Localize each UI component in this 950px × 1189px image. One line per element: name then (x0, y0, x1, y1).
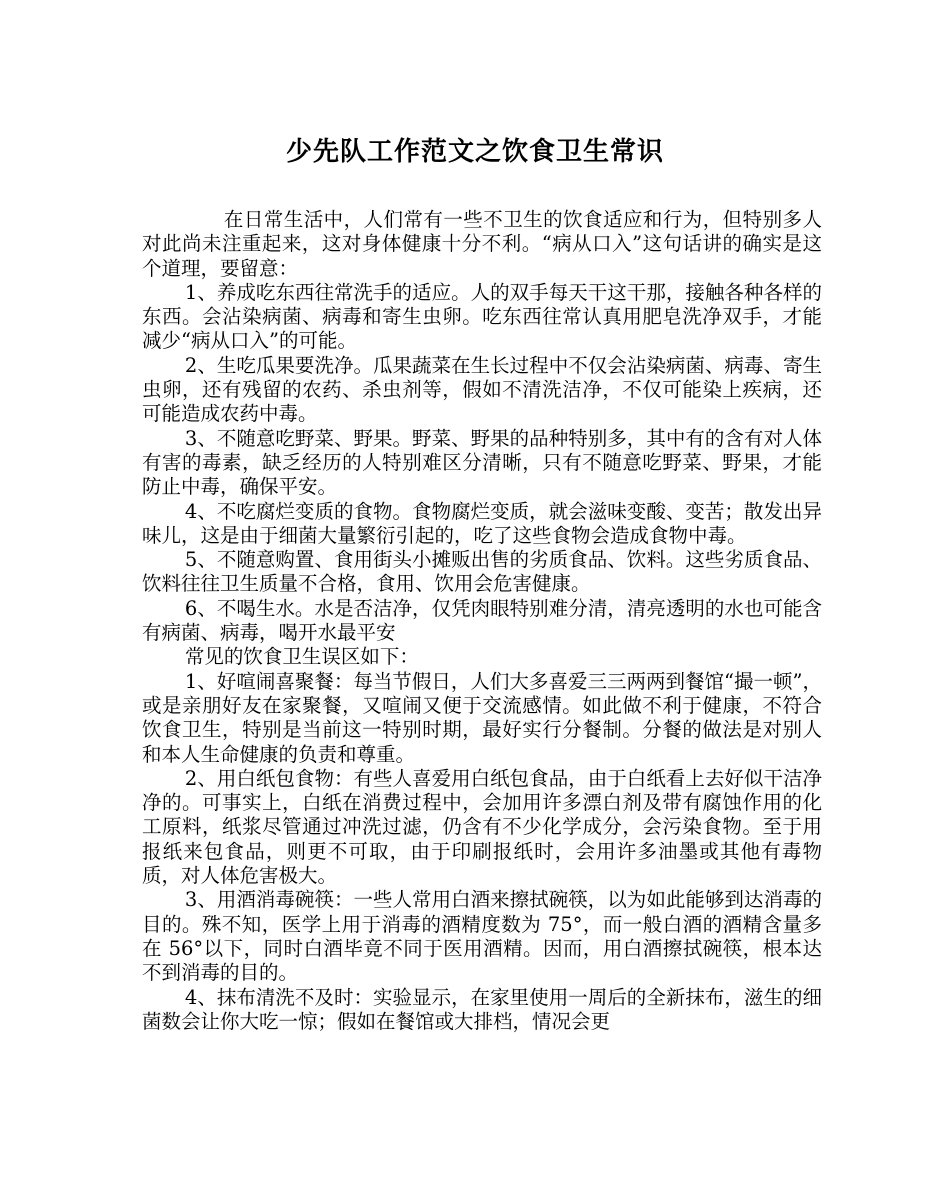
misconception-paragraph-3: 3、用酒消毒碗筷：一些人常用白酒来擦拭碗筷，以为如此能够到达消毒的目的。殊不知，医学上用于消毒的酒精度数为 75°，而一般白酒的酒精含量多在 56°以下，同时白酒毕竟不同于医用酒精。因而，用白酒擦拭碗筷，根本达不到消毒的目的。 (142, 888, 822, 985)
tip-paragraph-3: 3、不随意吃野菜、野果。野菜、野果的品种特别多，其中有的含有对人体有害的毒素，缺乏经历的人特别难区分清晰，只有不随意吃野菜、野果，才能防止中毒，确保平安。 (142, 426, 822, 499)
document-body (142, 208, 822, 1034)
tip-paragraph-5: 5、不随意购置、食用街头小摊贩出售的劣质食品、饮料。这些劣质食品、饮料往往卫生质量不合格，食用、饮用会危害健康。 (142, 548, 822, 596)
misconception-paragraph-1: 1、好喧闹喜聚餐：每当节假日，人们大多喜爱三三两两到餐馆“撮一顿”，或是亲朋好友在家聚餐，又喧闹又便于交流感情。如此做不利于健康，不符合饮食卫生，特别是当前这一特别时期，最好实行分餐制。分餐的做法是对别人和本人生命健康的负责和尊重。 (142, 669, 822, 766)
tip-paragraph-6: 6、不喝生水。水是否洁净，仅凭肉眼特别难分清，清亮透明的水也可能含有病菌、病毒，喝开水最平安 (142, 596, 822, 645)
misconceptions-heading: 常见的饮食卫生误区如下： (184, 645, 419, 669)
tip-paragraph-1: 1、养成吃东西往常洗手的适应。人的双手每天干这干那，接触各种各样的东西。会沾染病菌、病毒和寄生虫卵。吃东西往常认真用肥皂洗净双手，才能减少“病从口入”的可能。 (142, 280, 822, 353)
document-title: 少先队工作范文之饮食卫生常识 (285, 137, 664, 167)
tip-paragraph-2: 2、生吃瓜果要洗净。瓜果蔬菜在生长过程中不仅会沾染病菌、病毒、寄生虫卵，还有残留的农药、杀虫剂等，假如不清洗洁净，不仅可能染上疾病，还可能造成农药中毒。 (142, 353, 822, 426)
misconception-paragraph-4: 4、抹布清洗不及时：实验显示，在家里使用一周后的全新抹布，滋生的细菌数会让你大吃一惊；假如在餐馆或大排档，情况会更 (142, 985, 822, 1033)
tip-paragraph-4: 4、不吃腐烂变质的食物。食物腐烂变质，就会滋味变酸、变苦；散发出异味儿，这是由于细菌大量繁衍引起的，吃了这些食物会造成食物中毒。 (142, 499, 822, 547)
intro-paragraph: 在日常生活中，人们常有一些不卫生的饮食适应和行为，但特别多人对此尚未注重起来，这对身体健康十分不利。“病从口入”这句话讲的确实是这个道理，要留意： (142, 208, 822, 280)
misconception-paragraph-2: 2、用白纸包食物：有些人喜爱用白纸包食品，由于白纸看上去好似干洁净净的。可事实上，白纸在消费过程中，会加用许多漂白剂及带有腐蚀作用的化工原料，纸浆尽管通过冲洗过滤，仍含有不少化学成分，会污染食物。至于用报纸来包食品，则更不可取，由于印刷报纸时，会用许多油墨或其他有毒物质，对人体危害极大。 (142, 766, 822, 888)
